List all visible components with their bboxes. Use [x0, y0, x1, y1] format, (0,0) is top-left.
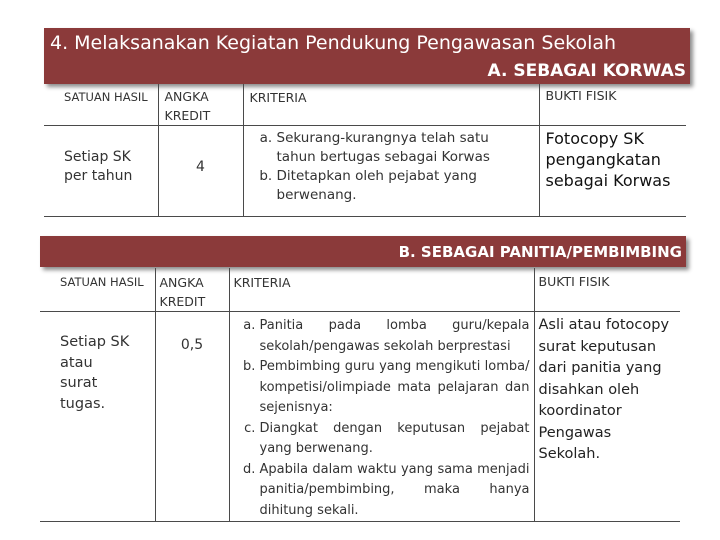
section-b-banner — [40, 236, 686, 267]
bukti-value: Fotocopy SK pengangkatan sebagai Korwas — [545, 129, 671, 190]
table-header-row — [40, 268, 680, 312]
header-kriteria: KRITERIA — [233, 275, 291, 290]
list-item: d. Apabila dalam waktu yang sama menjadi panitia/pembimbing, maka hanya dihitung sekali. — [260, 460, 530, 522]
header-bukti-cell — [534, 268, 680, 312]
satuan-value: Setiap SK per tahun — [64, 149, 133, 184]
list-item: c. Diangkat dengan keputusan pejabat yang berwenang. — [260, 419, 530, 460]
header-bukti-cell — [539, 84, 686, 126]
satuan-value: Setiap SK atau surat tugas. — [60, 334, 130, 412]
header-satuan: SATUAN HASIL — [60, 275, 144, 289]
kriteria-list — [244, 126, 539, 205]
header-bukti: BUKTI FISIK — [545, 88, 617, 103]
table-row — [40, 312, 680, 522]
section-title-banner — [44, 28, 690, 84]
bukti-cell — [534, 312, 680, 522]
section-title: 4. Melaksanakan Kegiatan Pendukung Pengawasan Sekolah — [50, 32, 617, 54]
header-satuan-cell — [44, 84, 158, 126]
table-header-row — [44, 84, 686, 126]
header-angka-cell — [158, 84, 243, 126]
kriteria-cell — [243, 126, 539, 217]
list-item: b. Pembimbing guru yang mengikuti lomba/ kompetisi/olimpiade mata pelajaran dan sejenisnya: — [260, 357, 530, 419]
bukti-cell — [539, 126, 686, 217]
header-angka-cell — [155, 268, 229, 312]
section-b-heading: B. SEBAGAI PANITIA/PEMBIMBING — [398, 243, 682, 261]
satuan-cell — [40, 312, 155, 522]
header-angka: ANGKA KREDIT — [159, 275, 206, 309]
bukti-value: Asli atau fotocopy surat keputusan dari panitia yang disahkan oleh koordinator Pengawas Sekolah. — [538, 317, 670, 462]
header-kriteria-cell — [243, 84, 539, 126]
table-row — [44, 126, 686, 217]
angka-value: 0,5 — [180, 337, 204, 353]
korwas-table — [44, 84, 686, 217]
list-item: a. Panitia pada lomba guru/kepala sekolah/pengawas sekolah berprestasi — [260, 316, 530, 357]
header-angka: ANGKA KREDIT — [164, 89, 211, 123]
list-item: b. Ditetapkan oleh pejabat yang berwenang. — [277, 167, 531, 205]
header-satuan: SATUAN HASIL — [64, 90, 148, 104]
list-item: a. Sekurang-kurangnya telah satu tahun bertugas sebagai Korwas — [277, 129, 531, 167]
satuan-cell — [44, 126, 158, 217]
angka-cell — [158, 126, 243, 217]
angka-cell — [155, 312, 229, 522]
panitia-table — [40, 268, 680, 522]
kriteria-cell — [229, 312, 534, 522]
header-bukti: BUKTI FISIK — [538, 274, 610, 289]
section-a-heading: A. SEBAGAI KORWAS — [487, 61, 686, 81]
kriteria-list — [230, 312, 534, 521]
header-kriteria-cell — [229, 268, 534, 312]
header-satuan-cell — [40, 268, 155, 312]
header-kriteria: KRITERIA — [249, 90, 307, 105]
angka-value: 4 — [196, 159, 205, 175]
